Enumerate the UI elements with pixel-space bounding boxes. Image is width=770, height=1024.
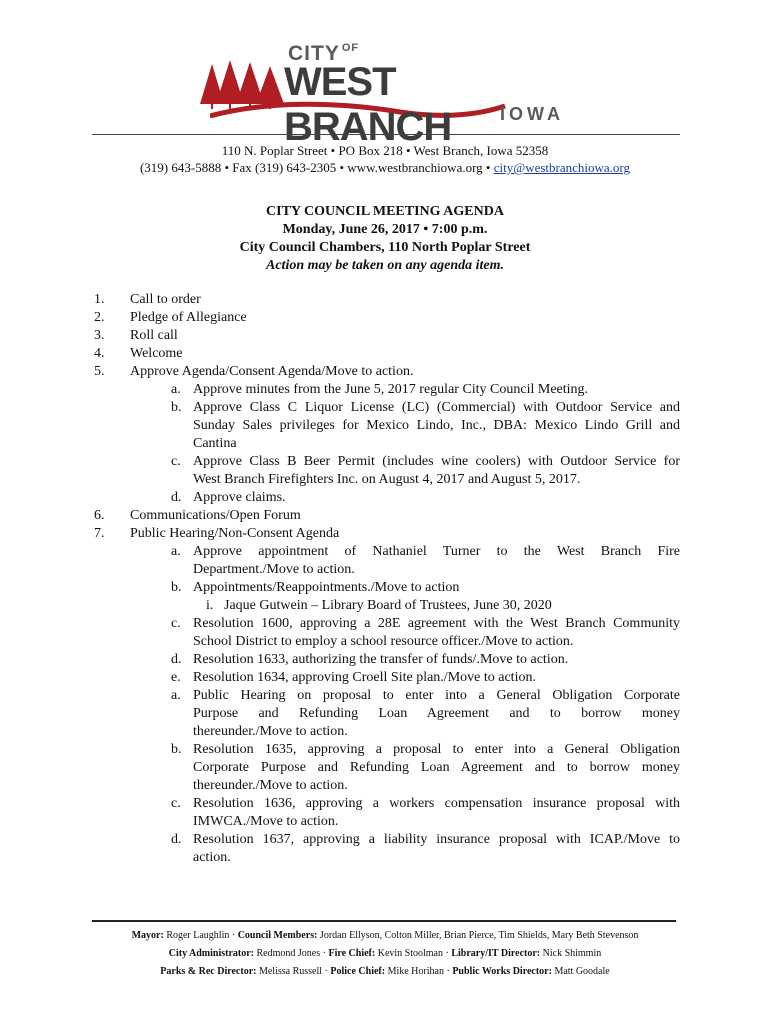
agenda-item: Pledge of Allegiance xyxy=(130,310,247,325)
sub-letter: a. xyxy=(171,688,181,703)
sub-item-cont: Department./Move to action. xyxy=(193,562,355,577)
sub-item: Appointments/Reappointments./Move to action xyxy=(193,580,460,595)
agenda-item: Communications/Open Forum xyxy=(130,508,301,523)
sub-letter: b. xyxy=(171,580,182,595)
item-number: 6. xyxy=(94,508,105,523)
sub-letter: c. xyxy=(171,796,181,811)
item-number: 2. xyxy=(94,310,105,325)
sub-item: Approve claims. xyxy=(193,490,286,505)
sub-item: Approve minutes from the June 5, 2017 regular City Council Meeting. xyxy=(193,382,589,397)
footer-line-2: City Administrator: Redmond Jones · Fire Chief: Kevin Stoolman · Library/IT Director: Nick Shimmin xyxy=(168,948,602,959)
meeting-date: Monday, June 26, 2017 • 7:00 p.m. xyxy=(282,222,488,237)
sub-item-cont: Cantina xyxy=(193,436,237,451)
sub-letter: c. xyxy=(171,454,181,469)
agenda-title: CITY COUNCIL MEETING AGENDA xyxy=(266,204,504,219)
footer-line-1: Mayor: Roger Laughlin · Council Members: Jordan Ellyson, Colton Miller, Brian Pierce, Tim Shields, Mary Beth Stevenson xyxy=(131,930,639,941)
sub-item-cont: School District to employ a school resource officer./Move to action. xyxy=(193,634,574,649)
sub-item: Resolution 1636, approving a workers compensation insurance proposal with xyxy=(193,796,680,811)
item-number: 7. xyxy=(94,526,105,541)
sub-letter: c. xyxy=(171,616,181,631)
meeting-location: City Council Chambers, 110 North Poplar Street xyxy=(239,240,531,255)
sub-item-cont: thereunder./Move to action. xyxy=(193,724,348,739)
sub-item-cont: IMWCA./Move to action. xyxy=(193,814,339,829)
sub-letter: b. xyxy=(171,742,182,757)
logo-city-text: CITY $^{OF}$ xyxy=(288,42,360,65)
address-line-2: (319) 643-5888 • Fax (319) 643-2305 • www.westbranchiowa.org • city@westbranchiowa.org xyxy=(139,160,631,175)
agenda-item: Roll call xyxy=(130,328,178,343)
agenda-item: Call to order xyxy=(130,292,201,307)
sub-item: Resolution 1635, approving a proposal to enter into a General Obligation xyxy=(193,742,680,757)
sub-item-cont: thereunder./Move to action. xyxy=(193,778,348,793)
sub-item: Approve Class C Liquor License (LC) (Commercial) with Outdoor Service and xyxy=(193,400,680,415)
item-number: 1. xyxy=(94,292,105,307)
agenda-item: Approve Agenda/Consent Agenda/Move to action. xyxy=(130,364,414,379)
item-number: 3. xyxy=(94,328,105,343)
sub-item-cont: West Branch Firefighters Inc. on August 4, 2017 and August 5, 2017. xyxy=(193,472,581,487)
agenda-item: Welcome xyxy=(130,346,183,361)
address-line-1: 110 N. Poplar Street • PO Box 218 • West Branch, Iowa 52358 xyxy=(221,143,549,158)
sub-item: Public Hearing on proposal to enter into a General Obligation Corporate xyxy=(193,688,680,703)
email-link[interactable]: city@westbranchiowa.org xyxy=(493,160,631,175)
sub-item: Resolution 1600, approving a 28E agreement with the West Branch Community xyxy=(193,616,680,631)
sub-letter: a. xyxy=(171,382,181,397)
sub-letter: a. xyxy=(171,544,181,559)
sub-item: Approve appointment of Nathaniel Turner to the West Branch Fire xyxy=(193,544,680,559)
sub-item: Resolution 1637, approving a liability insurance proposal with ICAP./Move to xyxy=(193,832,680,847)
agenda-item: Public Hearing/Non-Consent Agenda xyxy=(130,526,340,541)
logo-state-text: IOWA xyxy=(500,104,564,124)
city-logo xyxy=(200,38,570,149)
item-number: 4. xyxy=(94,346,105,361)
sub-letter: e. xyxy=(171,670,181,685)
sub-item-cont: Sunday Sales privileges for Mexico Lindo, Inc., DBA: Mexico Lindo Grill and xyxy=(193,418,680,433)
sub-item: Resolution 1634, approving Croell Site plan./Move to action. xyxy=(193,670,536,685)
sub-item: Resolution 1633, authorizing the transfer of funds/.Move to action. xyxy=(193,652,569,667)
sub-item-cont: Purpose and Refunding Loan Agreement and to borrow money xyxy=(193,706,680,721)
sub-item-cont: action. xyxy=(193,850,231,865)
sub-letter: d. xyxy=(171,490,182,505)
sub-letter: b. xyxy=(171,400,182,415)
sub-sub-item: Jaque Gutwein – Library Board of Trustees, June 30, 2020 xyxy=(224,598,552,613)
sub-item-cont: Corporate Purpose and Refunding Loan Agreement and to borrow money xyxy=(193,760,680,775)
item-number: 5. xyxy=(94,364,105,379)
footer-divider xyxy=(92,920,676,922)
logo-name-text: WEST BRANCH xyxy=(284,60,452,149)
footer-line-3: Parks & Rec Director: Melissa Russell · Police Chief: Mike Horihan · Public Works Director: Matt Goodale xyxy=(160,966,610,977)
sub-letter: d. xyxy=(171,832,182,847)
sub-letter: d. xyxy=(171,652,182,667)
action-note: Action may be taken on any agenda item. xyxy=(266,258,504,273)
sub-item: Approve Class B Beer Permit (includes wine coolers) with Outdoor Service for xyxy=(193,454,680,469)
roman-numeral: i. xyxy=(206,598,214,613)
header-divider xyxy=(92,134,680,135)
